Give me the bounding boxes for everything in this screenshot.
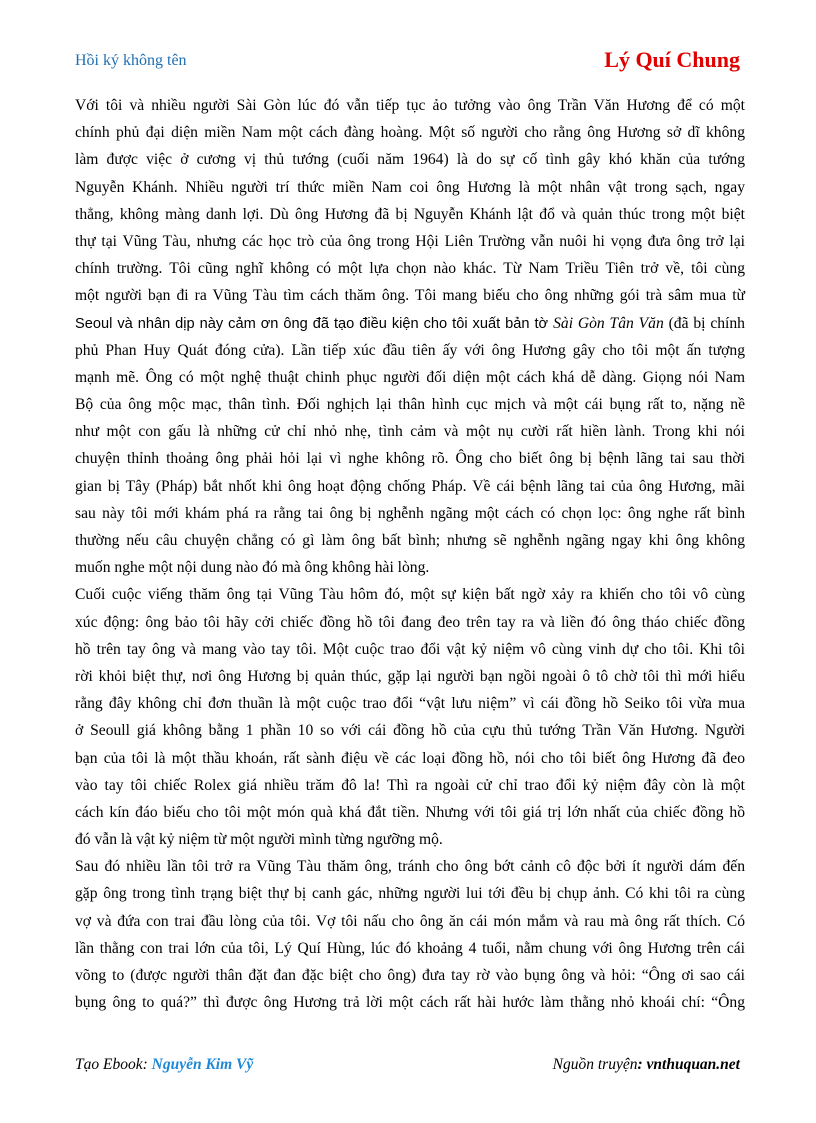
footer-source-credit [553,1056,740,1074]
ebook-separator: : [142,1056,152,1073]
body-line: Cuối cuộc viếng thăm ông tại Vũng Tàu hôm đó, một sự kiện bất ngờ xảy ra khiến cho tôi vô cùng [75,586,745,604]
line-text: Seoul và nhân dịp này cảm ơn ông đã tạo điều kiện cho tôi xuất bản tờ [75,315,554,332]
source-site: vnthuquan.net [646,1056,740,1073]
body-line: xúc động: ông bảo tôi hãy cởi chiếc đồng hồ tôi đang đeo trên tay ra và liền đó ông tháo chiếc đồng [75,613,745,631]
body-line: như một con gấu là những cử chỉ nhỏ nhẹ, tình cảm và một nụ cười rất hiền lành. Trong khi nói [75,423,745,441]
body-line: Nguyễn Khánh. Nhiều người trí thức miền Nam coi ông Hương là một nhân vật trong sạch, ngay [75,178,745,196]
body-line: võng to (được người thân đặt đan đặc biệt cho ông) đưa tay rờ vào bụng ông và hỏi: “Ông ơi sao cái [75,967,745,984]
body-line: hồ trên tay ông và mang vào tay tôi. Một cuộc trao đổi vật kỷ niệm vô cùng vinh dự cho tôi. Khi tôi [75,640,745,658]
author-name: Lý Quí Chung [604,47,740,72]
source-separator: : [637,1056,647,1073]
body-line: gian bị Tây (Pháp) bắt nhốt khi ông hoạt động chống Pháp. Về cái bệnh lãng tai của ông Hương, mãi [75,477,745,495]
body-line: vào tay tôi chiếc Rolex giá nhiều trăm đô la! Thì ra ngoài cử chỉ trao đổi kỷ niệm đây còn là một [75,776,745,794]
body-line: sau này tôi mới khám phá ra rằng tai ông bị nghễnh ngãng một cách có chọn lọc: ông nghe rất bình [75,504,745,522]
body-line [75,310,745,337]
newspaper-title: Sài Gòn Tân Văn [553,314,664,332]
body-text [75,92,745,1016]
footer-ebook-credit [75,1056,253,1074]
body-line: một người bạn đi ra Vũng Tàu tìm cách thăm ông. Tôi mang biếu cho ông những gói trà sâm mua từ [75,287,745,305]
body-line: bụng ông to quá?” thì được ông Hương trả lời một cách rất hài hước làm thằng nhỏ khoái chí: “Ông [75,994,745,1012]
body-line: mạnh mẽ. Ông có một nghệ thuật chinh phục người đối diện một cách khá dễ dàng. Giọng nói Nam [75,368,745,386]
body-line: lần thằng con trai lớn của tôi, Lý Quí Hùng, lúc đó khoảng 4 tuổi, nằm chung với ông Hương trên cái [75,939,745,957]
source-label: Nguồn truyện [552,1056,638,1073]
ebook-label: Tạo Ebook [75,1056,143,1073]
body-line: làm được việc ở cương vị thủ tướng (cuối năm 1964) là do sự cố tình gây khó khăn của tướng [75,151,745,169]
body-line: muốn nghe một nội dung nào đó mà ông không hài lòng. [75,559,430,577]
body-line: chuyện thỉnh thoảng ông phải hỏi lại vì nghe không rõ. Ông cho biết ông bị bệnh lãng tai sau thời [75,450,745,468]
ebook-creator-name: Nguyễn Kim Vỹ [151,1056,254,1073]
body-line: bạn của tôi là một thầu khoán, rất sành điệu về các loại đồng hồ, nói cho tôi biết ông Hương đã đeo [75,749,745,767]
book-title: Hồi ký không tên [75,52,187,69]
body-line: gặp ông trong tình trạng biệt thự bị canh gác, những người lui tới đều bị chụp ảnh. Có khi tôi ra cùng [75,885,745,903]
body-line: chính trường. Tôi cũng nghĩ không có một lựa chọn nào khác. Từ Nam Triều Tiên trở về, tôi cùng [75,260,745,278]
body-line: vợ và đứa con trai đầu lòng của tôi. Vợ tôi nấu cho ông ăn cái món mắm và rau mà ông rất thích. Có [75,912,745,930]
line-text: (đã bị chính [663,314,745,332]
body-line: Sau đó nhiều lần tôi trở ra Vũng Tàu thăm ông, tránh cho ông bớt cảnh cô độc bởi ít người dám đến [75,858,745,876]
body-line: thẳng, không màng danh lợi. Dù ông Hương đã bị Nguyễn Khánh lật đổ và quản thúc trong một biệt [75,205,745,223]
body-line: rằng đây không chỉ đơn thuần là một cuộc trao đổi “vật lưu niệm” vì cái đồng hồ Seiko tôi vừa mua [75,695,745,713]
body-line: đó vẫn là vật kỷ niệm từ một người mình từng ngưỡng mộ. [75,831,443,849]
body-line: Bộ của ông mộc mạc, thân tình. Đối nghịch lại thân hình cục mịch và một cái bụng rất to, nặng nề [75,396,745,414]
body-line: Với tôi và nhiều người Sài Gòn lúc đó vẫn tiếp tục ảo tưởng vào ông Trần Văn Hương để có một [75,97,745,114]
body-line: rời khỏi biệt thự, nơi ông Hương bị quản thúc, gặp lại người bạn ngồi ngoài ô tô chờ tôi thì mới hiểu [75,667,745,685]
body-line: ở Seoull giá không bằng 1 phần 10 so với cái đồng hồ của cựu thủ tướng Trần Văn Hương. Người [75,722,745,740]
body-line: phủ Phan Huy Quát đóng cửa). Lần tiếp xúc đầu tiên ấy với ông Hương gây cho tôi một ấn tượng [75,341,745,359]
body-line: chính phủ đại diện miền Nam một cách đàng hoàng. Một số người cho rằng ông Hương sở dĩ không [75,124,745,142]
body-line: thường nếu câu chuyện chẳng có gì làm ông bất bình; nhưng sẽ nghễnh ngãng ngay khi ông không [75,532,745,549]
body-line: thự tại Vũng Tàu, nhưng các học trò của ông trong Hội Liên Trường vẫn nuôi hi vọng đưa ông trở lại [75,232,745,250]
body-line: cách kín đáo biếu cho tôi một món quà khá đắt tiền. Nhưng với tôi giá trị lớn nhất của chiếc đồng hồ [75,803,745,821]
